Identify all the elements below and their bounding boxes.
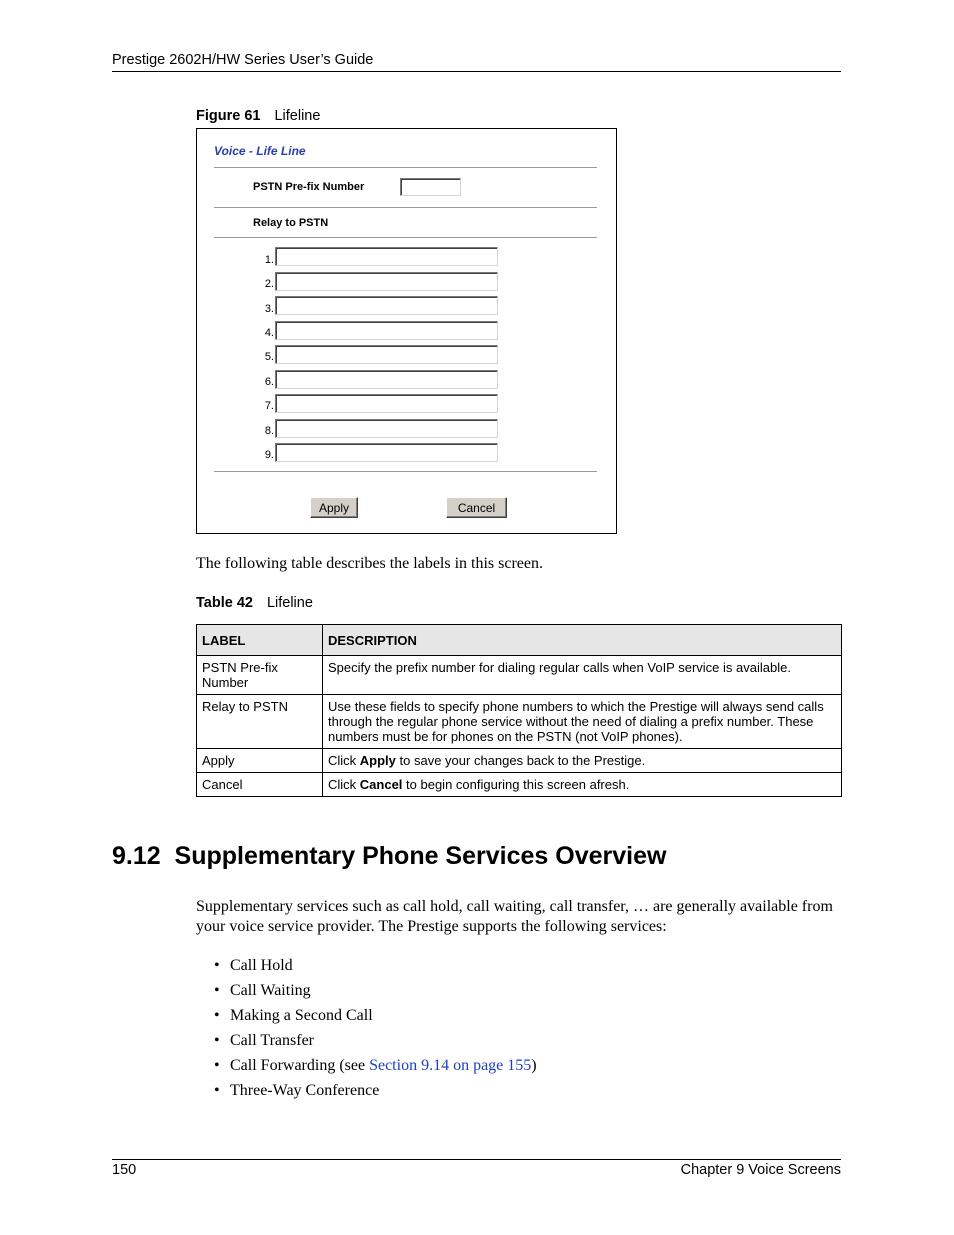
- list-item: • Call Transfer: [214, 1031, 537, 1056]
- figure-caption: [196, 108, 320, 124]
- table-caption-text: Lifeline: [266, 595, 313, 611]
- section-heading: 9.12 Supplementary Phone Services Overview: [112, 842, 667, 870]
- table-row: [197, 656, 842, 695]
- page-number: 150: [112, 1162, 137, 1178]
- relay-number-input-7[interactable]: [275, 394, 498, 413]
- header-rule: [112, 71, 841, 72]
- apply-button[interactable]: Apply: [310, 497, 358, 518]
- row-description: [323, 773, 842, 797]
- description-text: Click: [328, 753, 360, 768]
- relay-number-input-3[interactable]: [275, 296, 498, 315]
- relay-number-label: 4.: [264, 327, 274, 339]
- description-bold-term: Cancel: [359, 777, 403, 792]
- relay-number-label: 2.: [264, 278, 274, 290]
- relay-number-label: 3.: [264, 303, 274, 315]
- row-label: Relay to PSTN: [197, 695, 323, 749]
- cancel-button[interactable]: Cancel: [446, 497, 507, 518]
- relay-number-input-6[interactable]: [275, 370, 498, 389]
- column-header-label: LABEL: [197, 625, 323, 656]
- intro-text: The following table describes the labels in this screen.: [196, 555, 544, 572]
- row-label: PSTN Pre-fix Number: [197, 656, 323, 695]
- list-item: • Call Waiting: [214, 981, 537, 1006]
- section-paragraph: Supplementary services such as call hold, call waiting, call transfer, … are generally available from your voice service provider. The Prestige supports the following services:: [196, 898, 833, 935]
- description-text: to begin configuring this screen afresh.: [402, 777, 630, 792]
- pstn-prefix-input[interactable]: [400, 178, 461, 196]
- divider: [214, 471, 597, 473]
- lifeline-description-table: [196, 624, 842, 797]
- row-description: Use these fields to specify phone numbers to which the Prestige will always send calls through the regular phone service without the need of dialing a prefix number. These numbers must be for phones on the PSTN (not VoIP phones).: [323, 695, 842, 749]
- description-text: to save your changes back to the Prestige.: [395, 753, 646, 768]
- relay-number-label: 7.: [264, 400, 274, 412]
- list-item: • Three-Way Conference: [214, 1081, 537, 1106]
- relay-number-label: 9.: [264, 449, 274, 461]
- row-label: Cancel: [197, 773, 323, 797]
- lifeline-screen-figure: [196, 128, 617, 534]
- relay-number-label: 6.: [264, 376, 274, 388]
- relay-to-pstn-label: Relay to PSTN: [253, 217, 329, 229]
- table-caption: [196, 595, 313, 611]
- relay-number-input-2[interactable]: [275, 272, 498, 291]
- relay-number-input-1[interactable]: [275, 247, 498, 266]
- screen-title: Voice - Life Line: [214, 144, 306, 158]
- figure-caption-text: Lifeline: [274, 108, 321, 124]
- figure-caption-label: Figure 61: [196, 108, 261, 124]
- row-description: Specify the prefix number for dialing regular calls when VoIP service is available.: [323, 656, 842, 695]
- table-header-row: [197, 625, 842, 656]
- row-label: Apply: [197, 749, 323, 773]
- relay-number-label: 5.: [264, 351, 274, 363]
- relay-number-input-9[interactable]: [275, 443, 498, 462]
- footer-rule: [112, 1159, 841, 1160]
- table-caption-label: Table 42: [196, 595, 253, 611]
- list-item-text: ): [531, 1057, 537, 1074]
- relay-number-label: 8.: [264, 425, 274, 437]
- chapter-title: Chapter 9 Voice Screens: [680, 1162, 841, 1178]
- description-bold-term: Apply: [359, 753, 396, 768]
- table-row: [197, 695, 842, 749]
- relay-number-input-8[interactable]: [275, 419, 498, 438]
- list-item: • Making a Second Call: [214, 1006, 537, 1031]
- relay-number-input-4[interactable]: [275, 321, 498, 340]
- section-link[interactable]: Section 9.14 on page 155: [369, 1057, 532, 1074]
- list-item: • Call Hold: [214, 956, 537, 981]
- running-header: Prestige 2602H/HW Series User’s Guide: [112, 52, 374, 68]
- pstn-prefix-label: PSTN Pre-fix Number: [253, 181, 365, 193]
- description-text: Click: [328, 777, 360, 792]
- services-list: [214, 956, 537, 1106]
- list-item-text: Call Forwarding (see: [230, 1057, 370, 1074]
- divider: [214, 167, 597, 169]
- relay-number-input-5[interactable]: [275, 345, 498, 364]
- divider: [214, 207, 597, 209]
- table-row: [197, 749, 842, 773]
- column-header-description: DESCRIPTION: [323, 625, 842, 656]
- divider: [214, 237, 597, 239]
- list-item: [214, 1056, 537, 1081]
- table-row: [197, 773, 842, 797]
- relay-number-label: 1.: [264, 254, 274, 266]
- row-description: [323, 749, 842, 773]
